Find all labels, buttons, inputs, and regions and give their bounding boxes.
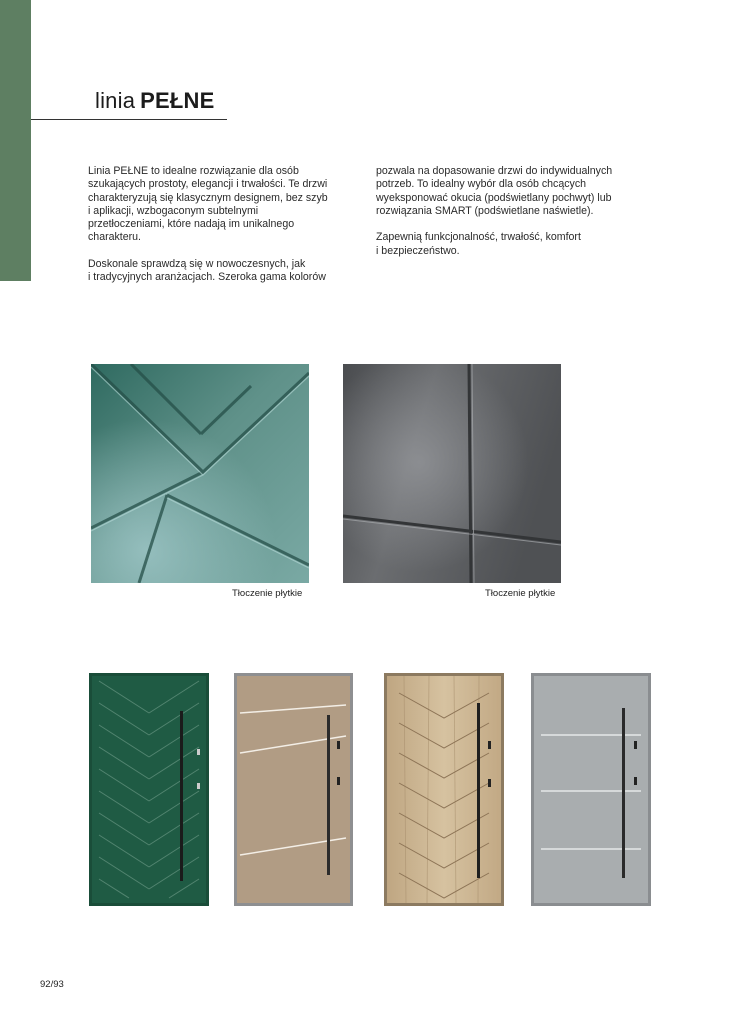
swatch-caption: Tłoczenie płytkie xyxy=(485,588,556,599)
title-underline xyxy=(31,119,227,120)
grey-embossed-panel-image xyxy=(343,364,561,583)
title-bold-part: PEŁNE xyxy=(140,88,215,113)
green-herringbone-door-image xyxy=(89,673,209,906)
intro-paragraph: Doskonale sprawdzą się w nowoczesnych, jak i tradycyjnych aranżacjach. Szeroka gama kolorów xyxy=(88,258,326,284)
oak-chevron-door-image xyxy=(384,673,504,906)
intro-paragraph: Linia PEŁNE to idealne rozwiązanie dla osób szukających prostoty, elegancji i trwałości. Te drzwi charakteryzują się klasycznym designem, bez szyb i aplikacji, wzbogaconym subtelnymi przetłoczeniami, które nadają im unikalnego charakteru. xyxy=(88,165,328,244)
beige-diagonal-groove-door-image xyxy=(234,673,353,906)
swatch-caption: Tłoczenie płytkie xyxy=(232,588,303,599)
green-embossed-panel-image xyxy=(91,364,309,583)
page-number: 92/93 xyxy=(40,979,64,990)
accent-side-band xyxy=(0,0,31,281)
title-light-part: linia xyxy=(95,88,136,113)
intro-paragraph: pozwala na dopasowanie drzwi do indywidualnych potrzeb. To idealny wybór dla osób chcących wyeksponować okucia (podświetlany pochwyt) lub rozwiązania SMART (podświetlane naświetle). xyxy=(376,165,613,217)
intro-column-right xyxy=(376,165,661,271)
page-title xyxy=(95,88,215,114)
intro-column-left xyxy=(88,165,373,298)
grey-horizontal-groove-door-image xyxy=(531,673,651,906)
intro-paragraph: Zapewnią funkcjonalność, trwałość, komfort i bezpieczeństwo. xyxy=(376,231,581,257)
